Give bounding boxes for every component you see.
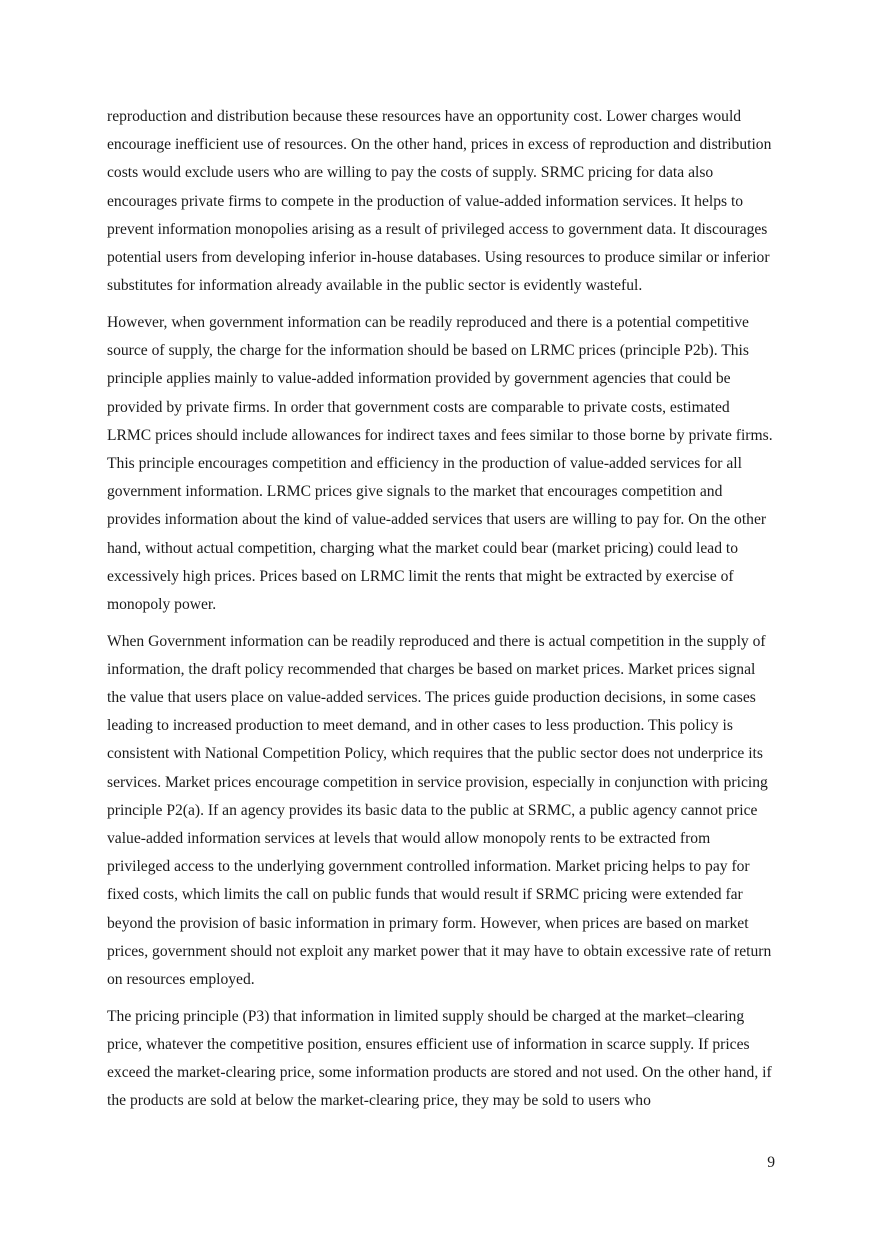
paragraph-market-pricing: When Government information can be readily reproduced and there is actual competition in the supply of information, the draft policy recommended that charges be based on market prices. Market prices signal the value that users place on value-added services. The prices guide production decisions, in some cases leading to increased production to meet demand, and in other cases to less production. This policy is consistent with National Competition Policy, which requires that the public sector does not underprice its services. Market prices encourage competition in service provision, especially in conjunction with pricing principle P2(a). If an agency provides its basic data to the public at SRMC, a public agency cannot price value-added information services at levels that would allow monopoly rents to be extracted from privileged access to the underlying government controlled information. Market pricing helps to pay for fixed costs, which limits the call on public funds that would result if SRMC pricing were extended far beyond the provision of basic information in primary form. However, when prices are based on market prices, government should not exploit any market power that it may have to obtain excessive rate of return on resources employed. (107, 632, 772, 989)
paragraph-srmc-pricing: reproduction and distribution because these resources have an opportunity cost. Lower charges would encourage inefficient use of resources. On the other hand, prices in excess of reproduction and distribution costs would exclude users who are willing to pay the costs of supply. SRMC pricing for data also encourages private firms to compete in the production of value-added information services. It helps to prevent information monopolies arising as a result of privileged access to government data. It discourages potential users from developing inferior in-house databases. Using resources to produce similar or inferior substitutes for information already available in the public sector is evidently wasteful. (107, 108, 772, 295)
page-number: 9 (767, 1154, 775, 1171)
paragraph-lrmc-pricing: However, when government information can be readily reproduced and there is a potential competitive source of supply, the charge for the information should be based on LRMC prices (principle P2b). This principle applies mainly to value-added information provided by government agencies that could be provided by private firms. In order that government costs are comparable to private costs, estimated LRMC prices should include allowances for indirect taxes and fees similar to those borne by private firms. This principle encourages competition and efficiency in the production of value-added services for all government information. LRMC prices give signals to the market that encourages competition and provides information about the kind of value-added services that users are willing to pay for. On the other hand, without actual competition, charging what the market could bear (market pricing) could lead to excessively high prices. Prices based on LRMC limit the rents that might be extracted by exercise of monopoly power. (107, 313, 773, 613)
paragraph-market-clearing-price: The pricing principle (P3) that information in limited supply should be charged at the market–clearing price, whatever the competitive position, ensures efficient use of information in scarce supply. If prices exceed the market-clearing price, some information products are stored and not used. On the other hand, if the products are sold at below the market-clearing price, they may be sold to users who (107, 1007, 772, 1110)
body-text (107, 103, 773, 1124)
